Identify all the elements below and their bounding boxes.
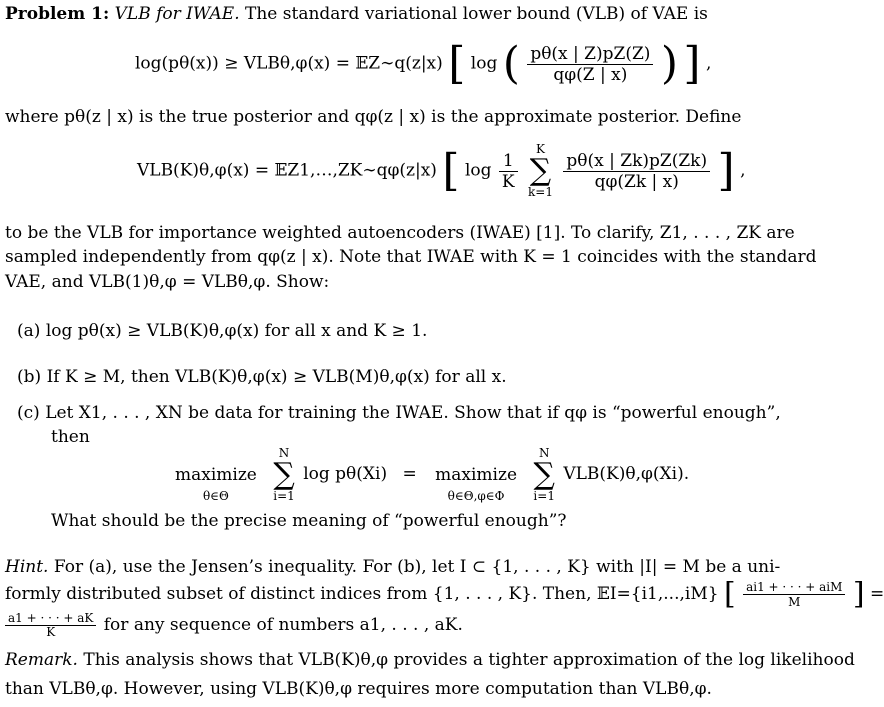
log-word: log bbox=[464, 160, 492, 181]
paren-open: ( bbox=[502, 38, 520, 89]
log-word: log bbox=[470, 53, 498, 74]
sigma-symbol: ∑ bbox=[529, 153, 552, 188]
para2-line2: sampled independently from qφ(z | x). Note that IWAE with K = 1 coincides with the standard bbox=[5, 247, 817, 267]
equation-iwae-lhs: VLB(K)θ,φ(x) = 𝔼Z1,…,ZK∼qφ(z|x) bbox=[137, 160, 437, 181]
bracket-open: [ bbox=[442, 145, 460, 196]
problem-heading: Problem 1: bbox=[5, 4, 110, 24]
item-a-text: log pθ(x) ≥ VLB(K)θ,φ(x) for all x and K ≥ 1. bbox=[45, 321, 428, 341]
vlb-denominator: qφ(Z | x) bbox=[553, 64, 628, 85]
item-c bbox=[17, 402, 781, 424]
item-b-text: If K ≥ M, then VLB(K)θ,φ(x) ≥ VLB(M)θ,φ(x) for all x. bbox=[46, 367, 507, 387]
equation-vlb bbox=[135, 38, 712, 89]
right-sum-top: N bbox=[538, 445, 550, 460]
problem-intro: The standard variational lower bound (VLB) of VAE is bbox=[245, 4, 708, 24]
hint-bracket-open: [ bbox=[723, 576, 736, 612]
eq2-tail: , bbox=[740, 160, 746, 181]
remark-label: Remark. bbox=[5, 650, 78, 670]
left-term: log pθ(Xi) bbox=[303, 464, 388, 484]
right-maximize-under: θ∈Θ,φ∈Φ bbox=[447, 489, 505, 503]
item-a bbox=[17, 320, 427, 342]
para2-line1: to be the VLB for importance weighted autoencoders (IWAE) [1]. To clarify, Z1, . . . , ZK are bbox=[5, 223, 795, 243]
eq1-tail: , bbox=[705, 53, 712, 74]
item-a-label: (a) bbox=[17, 321, 41, 341]
right-sum-bottom: i=1 bbox=[533, 488, 555, 503]
para2-line3: VAE, and VLB(1)θ,φ = VLBθ,φ. Show: bbox=[5, 272, 330, 292]
right-term: VLB(K)θ,φ(Xi). bbox=[563, 464, 690, 484]
equals-sign: = bbox=[402, 464, 417, 484]
hint-text3: for any sequence of numbers a1, . . . , aK. bbox=[103, 615, 463, 635]
bracket-close: ] bbox=[717, 145, 735, 196]
left-sum-bottom: i=1 bbox=[273, 488, 295, 503]
one-over-k-den: K bbox=[501, 171, 515, 192]
hint-frac2-den: K bbox=[46, 625, 56, 639]
paren-close: ) bbox=[660, 38, 678, 89]
sum-k-bottom: k=1 bbox=[528, 185, 553, 199]
left-maximize-under: θ∈Θ bbox=[202, 489, 229, 503]
sigma-symbol: ∑ bbox=[273, 456, 295, 492]
right-sum bbox=[533, 447, 555, 503]
equation-maximize bbox=[172, 446, 689, 503]
left-sum-top: N bbox=[278, 445, 290, 460]
remark-line2: than VLBθ,φ. However, using VLB(K)θ,φ requires more computation than VLBθ,φ. bbox=[5, 679, 712, 699]
remark-text1: This analysis shows that VLB(K)θ,φ provides a tighter approximation of the log likelihood bbox=[83, 650, 855, 670]
problem-heading-line bbox=[5, 3, 708, 25]
item-c-text2: then bbox=[51, 427, 90, 447]
vlb-fraction bbox=[527, 44, 653, 85]
hint-equals: = bbox=[869, 584, 884, 604]
item-b bbox=[17, 366, 507, 388]
hint-fraction2 bbox=[5, 612, 96, 639]
right-maximize-op: maximize bbox=[435, 465, 518, 485]
left-sum bbox=[273, 447, 295, 503]
sigma-symbol: ∑ bbox=[533, 456, 555, 492]
hint-text2: formly distributed subset of distinct indices from {1, . . . , K}. Then, 𝔼I={i1,...,iM} bbox=[5, 584, 719, 604]
left-maximize bbox=[175, 446, 257, 503]
left-maximize-op: maximize bbox=[175, 465, 257, 485]
hint-fraction bbox=[743, 580, 845, 609]
bracket-open: [ bbox=[448, 38, 466, 89]
iwae-denominator: qφ(Zk | x) bbox=[594, 171, 679, 192]
equation-iwae bbox=[137, 143, 745, 199]
sum-k-top: K bbox=[536, 142, 545, 156]
hint-line1 bbox=[5, 556, 780, 578]
hint-line3 bbox=[5, 612, 463, 639]
hint-bracket-close: ] bbox=[852, 576, 865, 612]
item-b-label: (b) bbox=[17, 367, 42, 387]
one-over-k bbox=[499, 151, 518, 192]
hint-label: Hint. bbox=[5, 557, 49, 577]
iwae-fraction bbox=[563, 151, 710, 192]
remark-line1 bbox=[5, 649, 855, 671]
hint-line2 bbox=[5, 576, 884, 612]
one-over-k-num: 1 bbox=[499, 151, 518, 172]
where-line: where pθ(z | x) is the true posterior and qφ(z | x) is the approximate posterior. Define bbox=[5, 107, 742, 127]
hint-text1: For (a), use the Jensen’s inequality. For (b), let I ⊂ {1, . . . , K} with |I| = M be a uni- bbox=[53, 557, 781, 577]
sum-k bbox=[528, 143, 553, 199]
question-line: What should be the precise meaning of “powerful enough”? bbox=[51, 511, 567, 531]
hint-frac2-num: a1 + · · · + aK bbox=[5, 612, 96, 626]
hint-frac-num: ai1 + · · · + aiM bbox=[743, 580, 845, 595]
problem-title: VLB for IWAE. bbox=[114, 4, 240, 24]
vlb-numerator: pθ(x | Z)pZ(Z) bbox=[527, 44, 653, 65]
bracket-close: ] bbox=[683, 38, 701, 89]
item-c-text: Let X1, . . . , XN be data for training the IWAE. Show that if qφ is “powerful enough”, bbox=[45, 403, 781, 423]
right-maximize bbox=[435, 446, 517, 503]
iwae-numerator: pθ(x | Zk)pZ(Zk) bbox=[563, 151, 710, 172]
hint-frac-den: M bbox=[788, 595, 801, 609]
equation-vlb-lhs: log(pθ(x)) ≥ VLBθ,φ(x) = 𝔼Z∼q(z|x) bbox=[135, 53, 443, 74]
item-c-label: (c) bbox=[17, 403, 40, 423]
